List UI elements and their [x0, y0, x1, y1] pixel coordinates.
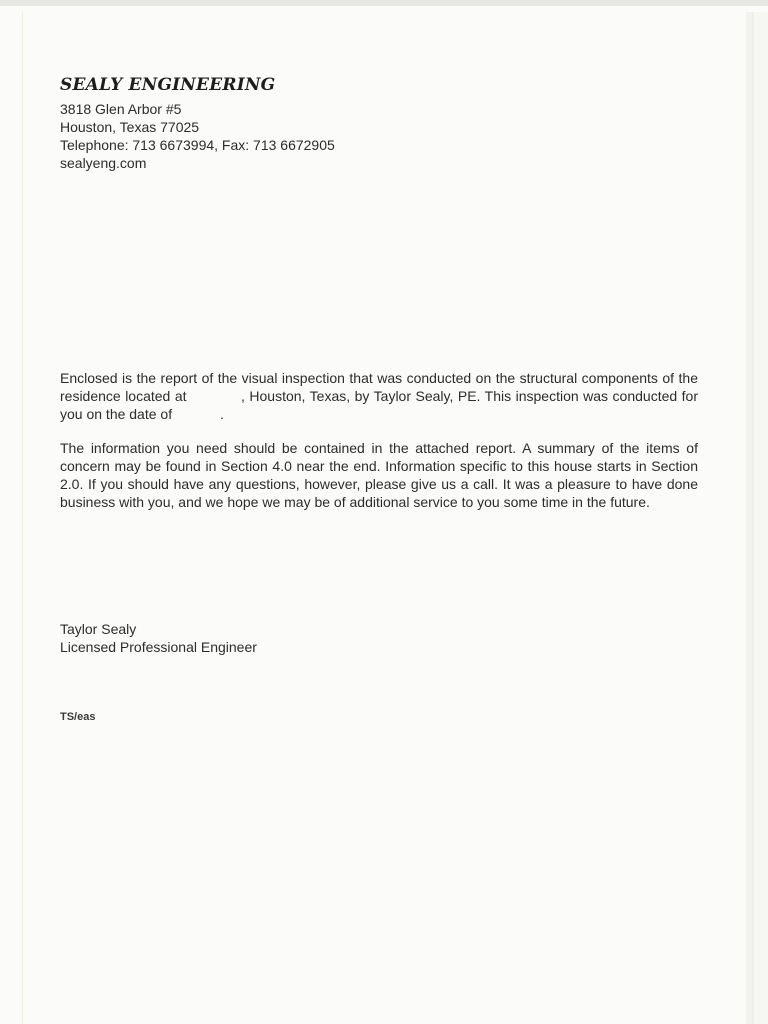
paragraph-1-part-3: . — [219, 406, 224, 422]
signature-block — [60, 620, 257, 656]
page-margin-line — [22, 12, 23, 1024]
signer-title: Licensed Professional Engineer — [60, 639, 257, 655]
page-right-edge — [746, 12, 768, 1024]
website-line: sealyeng.com — [60, 155, 147, 171]
company-name: SEALY ENGINEERING — [60, 75, 276, 95]
address-line-2: Houston, Texas 77025 — [60, 119, 200, 135]
signer-name: Taylor Sealy — [60, 621, 137, 637]
typist-initials: TS/eas — [60, 711, 96, 723]
paragraph-1-part-2: , Houston, Texas, by Taylor Sealy, PE. This inspection was conducted for you on the date of — [60, 388, 698, 422]
body-paragraph-2: The information you need should be contained in the attached report. A summary of the items of concern may be found in Section 4.0 near the end. Information specific to this house starts in Section 2.0. If you should have any questions, however, please give us a call. It was a pleasure to have done business with you, and we hope we may be of additional service to you some time in the future. — [60, 440, 698, 510]
body-paragraph-1 — [60, 369, 698, 423]
letterhead — [60, 74, 335, 172]
phone-fax-line: Telephone: 713 6673994, Fax: 713 6672905 — [60, 137, 335, 153]
paragraph-1-part-1: Enclosed is the report of the visual inspection that was conducted on the structural components of the residence located at — [60, 370, 698, 404]
address-line-1: 3818 Glen Arbor #5 — [60, 101, 182, 117]
